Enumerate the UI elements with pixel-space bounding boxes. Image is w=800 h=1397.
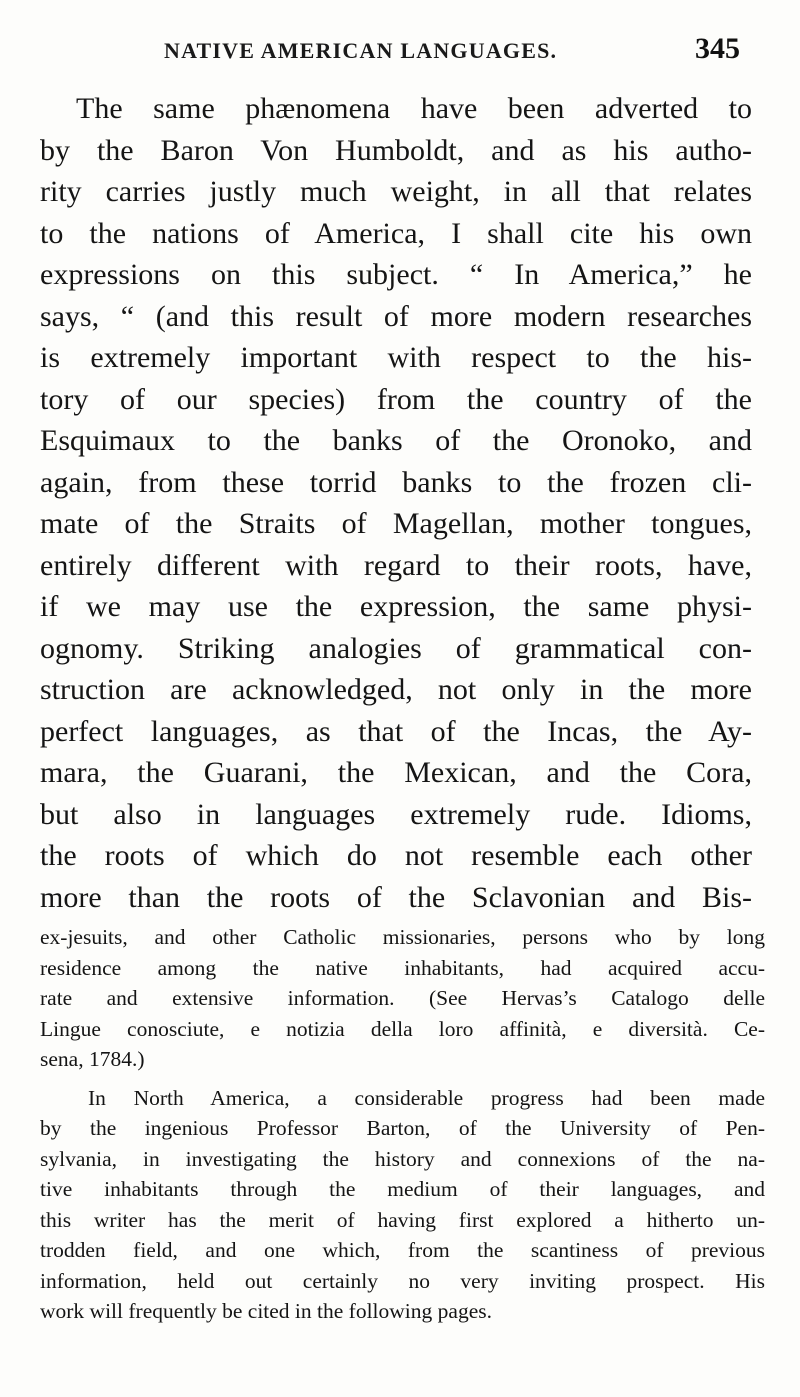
text-line: more than the roots of the Sclavonian and Bis- xyxy=(40,880,752,914)
footnote-line: information, held out certainly no very inviting prospect. His xyxy=(40,1268,765,1293)
text-line: expressions on this subject. “ In America,” he xyxy=(40,258,752,291)
footnote-line: sylvania, in investigating the history and connexions of the na- xyxy=(40,1146,765,1171)
text-line: the roots of which do not resemble each other xyxy=(40,839,752,872)
footnote-gap xyxy=(40,1075,765,1083)
page-header xyxy=(40,32,740,72)
footnote-line: this writer has the merit of having first explored a hitherto un- xyxy=(40,1207,765,1232)
footnote-line: residence among the native inhabitants, had acquired accu- xyxy=(40,955,765,980)
main-text xyxy=(40,88,752,918)
running-title: NATIVE AMERICAN LANGUAGES. xyxy=(164,38,558,63)
text-line: The same phænomena have been adverted to xyxy=(76,92,752,125)
footnote-line: work will frequently be cited in the following pages. xyxy=(40,1299,492,1323)
text-line: is extremely important with respect to the his- xyxy=(40,341,752,374)
footnote-line: trodden field, and one which, from the scantiness of previous xyxy=(40,1238,765,1262)
text-line: rity carries justly much weight, in all that relates xyxy=(40,175,752,208)
footnote-line: ex-jesuits, and other Catholic missionaries, persons who by long xyxy=(40,925,765,949)
text-line: entirely different with regard to their roots, have, xyxy=(40,548,752,582)
footnote-line: rate and extensive information. (See Hervas’s Catalogo delle xyxy=(40,986,765,1010)
text-line: Esquimaux to the banks of the Oronoko, and xyxy=(40,424,752,457)
footnote-line: tive inhabitants through the medium of their languages, and xyxy=(40,1177,765,1201)
text-line: ognomy. Striking analogies of grammatical con- xyxy=(40,631,752,665)
text-line: mara, the Guarani, the Mexican, and the Cora, xyxy=(40,756,752,789)
text-line: to the nations of America, I shall cite his own xyxy=(40,216,752,250)
footnote-line: In North America, a considerable progress had been made xyxy=(88,1085,765,1110)
footnote-line: by the ingenious Professor Barton, of the University of Pen- xyxy=(40,1116,765,1140)
footnotes xyxy=(40,922,765,1327)
page-number: 345 xyxy=(695,32,740,65)
text-line: mate of the Straits of Magellan, mother tongues, xyxy=(40,507,752,540)
footnote-line: sena, 1784.) xyxy=(40,1047,145,1071)
text-line: struction are acknowledged, not only in the more xyxy=(40,673,752,706)
text-line: says, “ (and this result of more modern researches xyxy=(40,299,752,333)
text-line: again, from these torrid banks to the frozen cli- xyxy=(40,465,752,499)
text-line: if we may use the expression, the same physi- xyxy=(40,590,752,623)
text-line: by the Baron Von Humboldt, and as his autho- xyxy=(40,133,752,167)
text-line: but also in languages extremely rude. Idioms, xyxy=(40,797,752,831)
text-line: tory of our species) from the country of the xyxy=(40,382,752,416)
footnote-line: Lingue conosciute, e notizia della loro affinità, e diversità. Ce- xyxy=(40,1016,765,1041)
text-line: perfect languages, as that of the Incas, the Ay- xyxy=(40,714,752,748)
